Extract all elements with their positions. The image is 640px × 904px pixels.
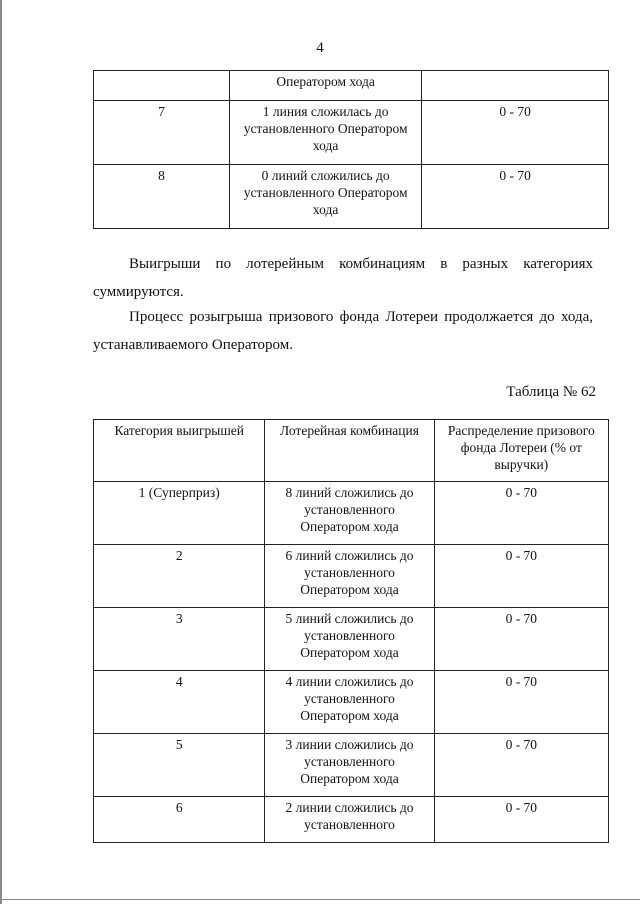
table-row — [94, 71, 609, 101]
combination-cell: Оператором хода — [230, 71, 422, 101]
table-row — [94, 545, 609, 608]
category-cell: 6 — [94, 797, 265, 843]
category-cell: 7 — [94, 101, 230, 165]
table-row — [94, 608, 609, 671]
combination-cell: 5 линий сложились до установленного Оператором хода — [265, 608, 434, 671]
category-cell: 1 (Суперприз) — [94, 482, 265, 545]
combination-cell: 8 линий сложились до установленного Оператором хода — [265, 482, 434, 545]
combination-cell: 6 линий сложились до установленного Оператором хода — [265, 545, 434, 608]
combination-cell: 3 линии сложились до установленного Оператором хода — [265, 734, 434, 797]
combination-cell: 4 линии сложились до установленного Оператором хода — [265, 671, 434, 734]
distribution-cell — [422, 71, 609, 101]
table-header-row — [94, 420, 609, 482]
combination-cell: 2 линии сложились до установленного — [265, 797, 434, 843]
paragraph-line: суммируются. — [93, 284, 184, 300]
combination-cell: 0 линий сложились до установленного Оператором хода — [230, 165, 422, 229]
distribution-cell: 0 - 70 — [434, 545, 608, 608]
distribution-cell: 0 - 70 — [434, 671, 608, 734]
category-cell — [94, 71, 230, 101]
table-title: Таблица № 62 — [506, 384, 596, 400]
distribution-cell: 0 - 70 — [434, 482, 608, 545]
table-row — [94, 101, 609, 165]
table-row — [94, 165, 609, 229]
distribution-cell: 0 - 70 — [434, 608, 608, 671]
category-cell: 8 — [94, 165, 230, 229]
table-row — [94, 482, 609, 545]
paragraph-line: Выигрыши по лотерейным комбинациям в разных категориях — [129, 256, 593, 272]
page-number: 4 — [316, 40, 324, 56]
paragraph-process — [93, 303, 593, 359]
distribution-cell: 0 - 70 — [434, 734, 608, 797]
page-bottom-edge — [0, 899, 640, 900]
table-row — [94, 734, 609, 797]
category-cell: 5 — [94, 734, 265, 797]
paragraph-line: устанавливаемого Оператором. — [93, 337, 293, 353]
category-cell: 3 — [94, 608, 265, 671]
paragraph-summation — [93, 250, 593, 306]
table-row — [94, 797, 609, 843]
page-left-edge — [0, 0, 2, 904]
header-distribution: Распределение призового фонда Лотереи (% от выручки) — [434, 420, 608, 482]
distribution-cell: 0 - 70 — [422, 101, 609, 165]
table-row — [94, 671, 609, 734]
combination-cell: 1 линия сложилась до установленного Оператором хода — [230, 101, 422, 165]
category-cell: 2 — [94, 545, 265, 608]
prize-table-62 — [93, 419, 609, 843]
distribution-cell: 0 - 70 — [434, 797, 608, 843]
paragraph-line: Процесс розыгрыша призового фонда Лотереи продолжается до хода, — [129, 309, 593, 325]
distribution-cell: 0 - 70 — [422, 165, 609, 229]
header-category: Категория выигрышей — [94, 420, 265, 482]
category-cell: 4 — [94, 671, 265, 734]
prize-table-continuation — [93, 70, 609, 229]
header-combination: Лотерейная комбинация — [265, 420, 434, 482]
